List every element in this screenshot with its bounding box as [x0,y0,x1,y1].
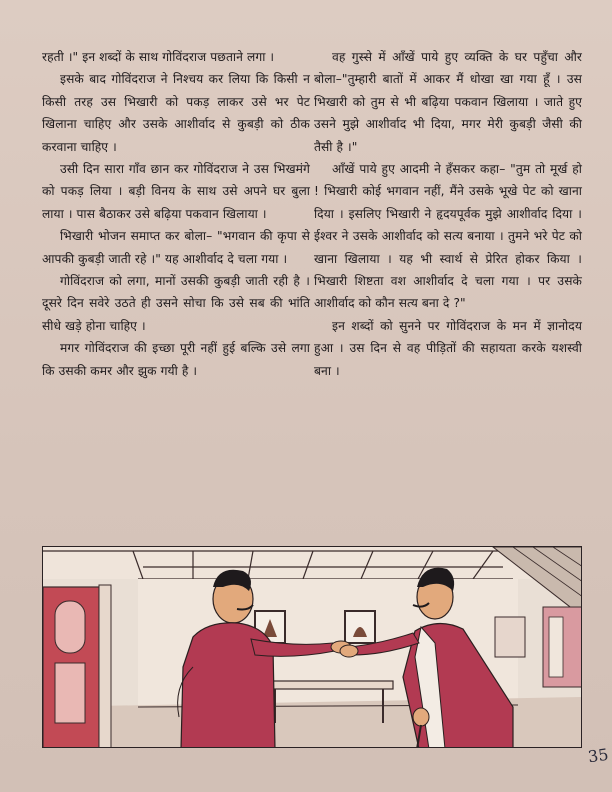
paragraph: रहती ।" इन शब्दों के साथ गोविंदराज पछताने लगा । [42,50,275,64]
right-text-column [314,46,582,382]
paragraph: भिखारी भोजन समाप्त कर बोला– "भगवान की कृपा से आपकी कुबड़ी जाती रहे ।" यह आशीर्वाद दे चला गया । [42,229,310,266]
story-illustration [42,546,582,748]
paragraph: गोविंदराज को लगा, मानों उसकी कुबड़ी जाती रही है । दूसरे दिन सवेरे उठते ही उसने सोचा कि उसे सब की भांति सीधे खड़े होना चाहिए । [42,274,310,333]
paragraph: आँखें पाये हुए आदमी ने हँसकर कहा– "तुम तो मूर्ख हो ! भिखारी कोई भगवान नहीं, मैंने उसके भूखे पेट को खाना दिया । इसलिए भिखारी ने हृदयपूर्वक मुझे आशीर्वाद दिया । ईश्वर ने उसके आशीर्वाद को सत्य बनाया । तुमने भरे पेट को खाना खिलाया । यह भी स्वार्थ से प्रेरित होकर किया । भिखारी शिष्टता वश आशीर्वाद दे चला गया । पर उसके आशीर्वाद को कौन सत्य बना दे ?" [314,162,582,311]
table [265,681,393,689]
paragraph: इसके बाद गोविंदराज ने निश्चय कर लिया कि किसी न किसी तरह उस भिखारी को पकड़ लाकर उसे भर पेट खिलाना चाहिए और उसके आशीर्वाद से कुबड़ी को ठीक करवाना चाहिए । [42,72,310,154]
left-text-column [42,46,310,382]
paragraph: उसी दिन सारा गाँव छान कर गोविंदराज ने उस भिखमंगे को पकड़ लिया । बड़ी विनय के साथ उसे अपने घर बुला लाया । पास बैठाकर उसे बढ़िया पकवान खिलाया । [42,162,310,221]
paragraph: मगर गोविंदराज की इच्छा पूरी नहीं हुई बल्कि उसे लगा कि उसकी कमर और झुक गयी है । [42,341,310,378]
illustration-drawing [43,547,582,748]
paragraph: इन शब्दों को सुनने पर गोविंदराज के मन में ज्ञानोदय हुआ । उस दिन से वह पीड़ितों की सहायता करके यशस्वी बना । [314,318,582,378]
page-number: 35 [586,744,610,767]
paragraph: वह गुस्से में आँखें पाये हुए व्यक्ति के घर पहुँचा और बोला–"तुम्हारी बातों में आकर मैं धोखा खा गया हूँ । उस भिखारी को तुम से भी बढ़िया पकवान खिलाया । जाते हुए उसने मुझे आशीर्वाद भी दिया, मगर मेरी कुबड़ी जैसी की तैसी है ।" [314,50,582,154]
